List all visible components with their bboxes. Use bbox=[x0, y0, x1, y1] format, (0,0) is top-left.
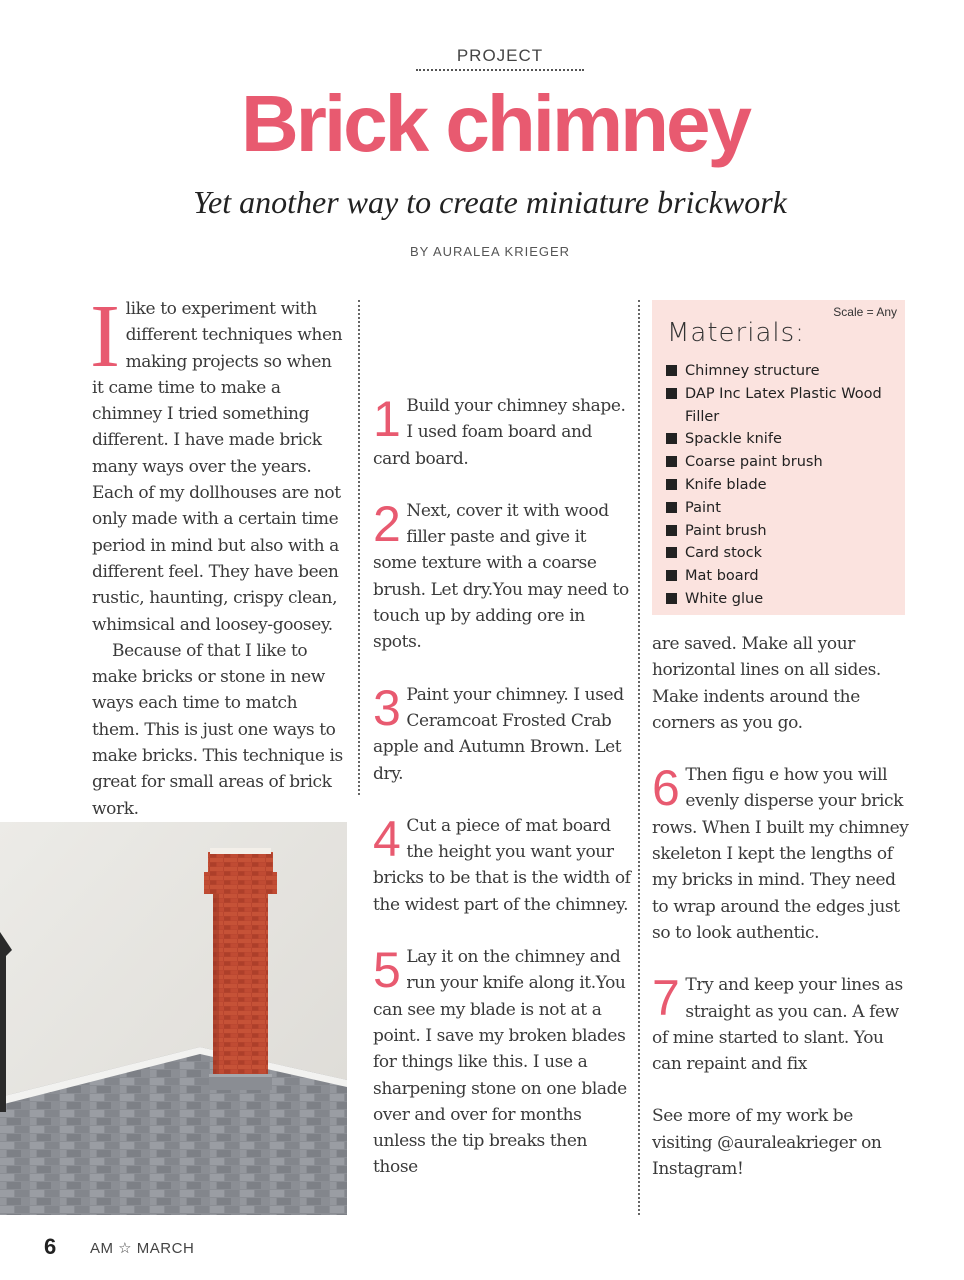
materials-box bbox=[652, 300, 905, 615]
materials-item: Paint brush bbox=[666, 520, 896, 543]
step-2: 2 Next, cover it with wood filler paste and give it some texture with a coarse brush. Let dry.You may need to touch up by adding ore in spots. bbox=[373, 495, 629, 653]
scale-label: Scale = Any bbox=[833, 305, 897, 319]
materials-item: DAP Inc Latex Plastic Wood Filler bbox=[666, 383, 896, 429]
step-number: 6 bbox=[652, 760, 680, 817]
column-2-lead-space bbox=[373, 296, 631, 393]
article-subtitle: Yet another way to create miniature brickwork bbox=[193, 184, 787, 220]
materials-item: White glue bbox=[666, 588, 896, 611]
step-1: 1 Build your chimney shape. I used foam board and card board. bbox=[373, 391, 626, 469]
step-3: 3 Paint your chimney. I used Ceramcoat Frosted Crab apple and Autumn Brown. Let dry. bbox=[373, 679, 624, 784]
materials-item: Paint bbox=[666, 497, 896, 520]
materials-list bbox=[666, 360, 896, 611]
column-divider bbox=[358, 300, 360, 795]
intro-paragraph-2: Because of that I like to make bricks or stone in new ways each time to match them. This is just one ways to make bricks. This technique is great for small areas of brick work. bbox=[92, 640, 343, 819]
drop-cap: I bbox=[90, 287, 120, 386]
step-number: 1 bbox=[373, 391, 401, 447]
column-3 bbox=[652, 631, 910, 1182]
step-number: 3 bbox=[373, 679, 401, 736]
step-6: 6 Then figu e how you will evenly disperse your brick rows. When I built my chimney skeleton I kept the lengths of my bricks in mind. They need to wrap around the edges just so to look authentic. bbox=[652, 760, 909, 943]
materials-title: Materials: bbox=[667, 318, 805, 348]
chimney-photo bbox=[0, 822, 347, 1215]
byline: BY AURALEA KRIEGER bbox=[409, 244, 571, 259]
article-title: Brick chimney bbox=[241, 79, 749, 168]
step-5-continued: are saved. Make all your horizontal lines on all sides. Make indents around the corners as you go. bbox=[652, 634, 881, 733]
materials-item: Knife blade bbox=[666, 474, 896, 497]
outro: See more of my work be visiting @auraleakrieger on Instagram! bbox=[652, 1106, 882, 1180]
page-number: 6 bbox=[44, 1234, 57, 1259]
materials-item: Card stock bbox=[666, 542, 896, 565]
step-number: 7 bbox=[652, 970, 680, 1027]
magazine-footer: AM ☆ MARCH bbox=[90, 1240, 195, 1257]
step-7: 7 Try and keep your lines as straight as you can. A few of mine started to slant. You can repaint and fix bbox=[652, 970, 903, 1075]
column-divider bbox=[638, 300, 640, 1215]
step-4: 4 Cut a piece of mat board the height you want your bricks to be that is the width of the widest part of the chimney. bbox=[373, 810, 631, 915]
step-number: 4 bbox=[373, 810, 401, 867]
materials-item: Spackle knife bbox=[666, 428, 896, 451]
column-2 bbox=[373, 296, 631, 1181]
column-1 bbox=[90, 287, 347, 822]
chimney-shaft bbox=[213, 882, 268, 1077]
materials-item: Chimney structure bbox=[666, 360, 896, 383]
section-kicker: PROJECT bbox=[456, 46, 544, 65]
step-5: 5 Lay it on the chimney and run your knife along it.You can see my blade is not at a point. I save my broken blades for things like this. I use a sharpening stone on one blade over and over for months unless the tip breaks then those bbox=[373, 942, 627, 1178]
kicker-divider bbox=[416, 69, 584, 71]
materials-item: Mat board bbox=[666, 565, 896, 588]
step-number: 5 bbox=[373, 942, 401, 999]
materials-item: Coarse paint brush bbox=[666, 451, 896, 474]
intro-paragraph: Ilike to experiment with different techniques when making projects so when it came time to make a chimney I tried something different. I have made brick many ways over the years. Each of my dollhouses are not only made with a certain time period in mind but also with a different feel. They have been rustic, haunting, crispy clean, whimsical and loosey-goosey. bbox=[90, 287, 343, 635]
step-number: 2 bbox=[373, 495, 401, 552]
